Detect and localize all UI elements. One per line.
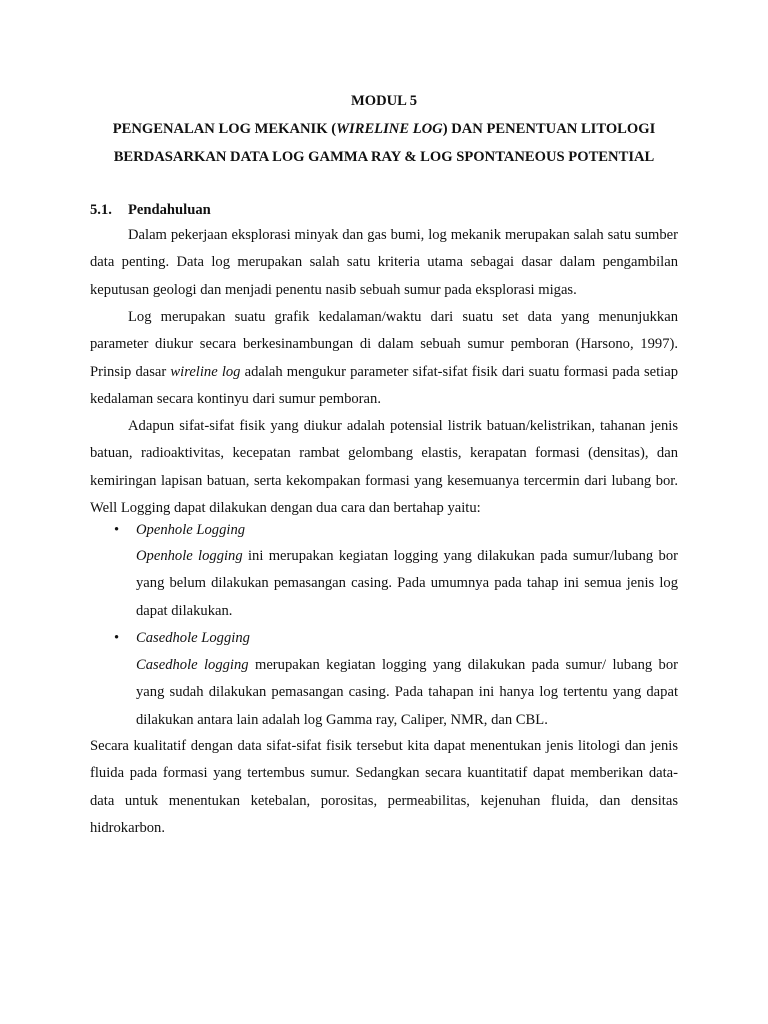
bullet-label: Casedhole Logging [136,630,250,646]
bullet-italic-term: Casedhole logging [136,657,249,673]
module-title: MODUL 5 [350,93,418,109]
document-title-line-2: BERDASARKAN DATA LOG GAMMA RAY & LOG SPONTANEOUS POTENTIAL [113,149,655,165]
section-title: Pendahuluan [128,202,211,218]
title-text: ) DAN PENENTUAN LITOLOGI [442,121,656,137]
paragraph-log-definition [90,304,678,413]
paragraph-qualitative-quantitative: Secara kualitatif dengan data sifat-sifat fisik tersebut kita dapat menentukan jenis litologi dan jenis fluida pada formasi yang tertembus sumur. Sedangkan secara kuantitatif dapat memberikan data-data untuk menentukan ketebalan, porositas, permeabilitas, kejenuhan fluida, dan densitas hidrokarbon. [90,738,678,836]
paragraph-intro: Dalam pekerjaan eksplorasi minyak dan gas bumi, log mekanik merupakan salah satu sumber data penting. Data log merupakan salah satu kriteria utama sebagai dasar dalam pengambilan keputusan geologi dan menjadi penentu nasib sebuah sumur pada eksplorasi migas. [90,227,678,298]
bullet-italic-term: Openhole logging [136,548,243,564]
paragraph-text: Log merupakan suatu grafik kedalaman/waktu dari suatu set data yang menunjukkan parameter diukur secara berkesinambungan di dalam sebuah sumur pemboran (Harsono, 1997). Prinsip dasar [90,309,678,380]
document-title-line-1 [90,119,678,139]
title-text: PENGENALAN LOG MEKANIK ( [112,121,337,137]
bullet-casedhole-logging [114,625,678,652]
paragraph-physical-properties: Adapun sifat-sifat fisik yang diukur adalah potensial listrik batuan/kelistrikan, tahanan jenis batuan, radioaktivitas, kecepatan rambat gelombang elastis, kerapatan formasi (densitas), dan kemiringan lapisan batuan, serta kekompakan formasi yang kesemuanya tercermin dari lubang bor. Well Logging dapat dilakukan dengan dua cara dan bertahap yaitu: [90,418,678,516]
bullet-description-text: merupakan kegiatan logging yang dilakukan pada sumur/ lubang bor yang sudah dilakukan pemasangan casing. Pada tahapan ini hanya log tertentu yang dapat dilakukan antara lain adalah log Gamma ray, Caliper, NMR, dan CBL. [136,657,679,728]
bullet-symbol: • [114,522,120,538]
bullet-openhole-logging [114,517,678,544]
bullet-label: Openhole Logging [136,522,246,538]
bullet-symbol: • [114,630,120,646]
section-number: 5.1. [90,202,112,218]
paragraph-text: adalah mengukur parameter sifat-sifat fisik dari suatu formasi pada setiap kedalaman secara kontinyu dari sumur pemboran. [90,363,678,407]
paragraph-italic-term: wireline log [170,363,241,380]
bullet-description-text: ini merupakan kegiatan logging yang dilakukan pada sumur/lubang bor yang belum dilakukan pemasangan casing. Pada umumnya pada tahap ini semua jenis log dapat dilakukan. [136,548,678,619]
bullet-casedhole-description [136,652,678,734]
bullet-openhole-description [136,543,678,625]
title-italic-text: WIRELINE LOG [336,121,443,137]
section-heading [90,200,211,220]
